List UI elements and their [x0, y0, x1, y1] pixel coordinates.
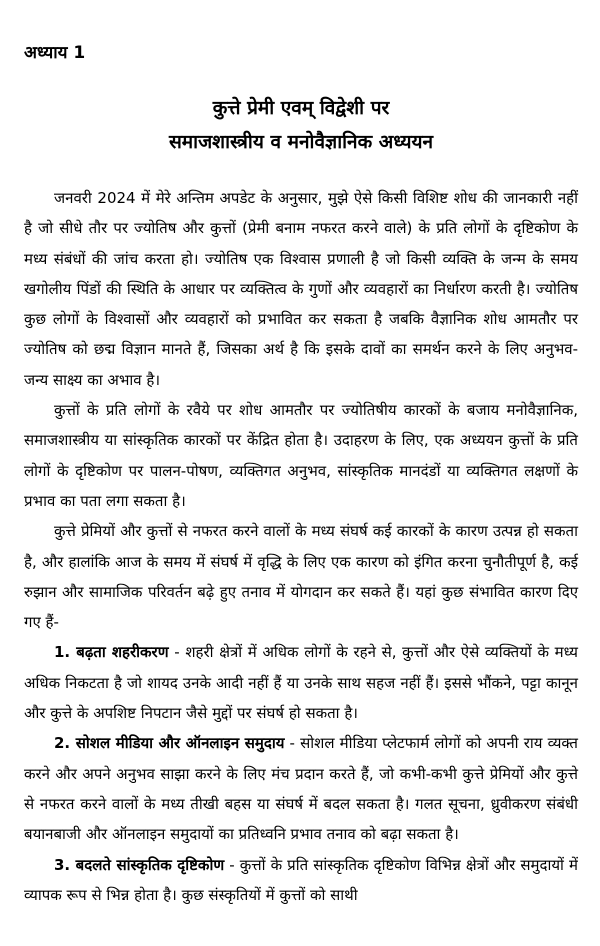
- chapter-label: अध्याय 1: [24, 43, 86, 63]
- title-line-1: कुत्ते प्रेमी एवम् विद्वेशी पर: [212, 97, 390, 119]
- list-item-heading: 2. सोशल मीडिया और ऑनलाइन समुदाय: [54, 734, 285, 753]
- list-item-cultural-attitudes: [24, 850, 578, 910]
- list-item-urbanization: [24, 637, 578, 728]
- paragraph-research-focus: कुत्तों के प्रति लोगों के रवैये पर शोध आमतौर पर ज्योतिषीय कारकों के बजाय मनोवैज्ञानिक, समाजशास्त्रीय या सांस्कृतिक कारकों पर केंद्रित होता है। उदाहरण के लिए, एक अध्ययन कुत्तों के प्रति लोगों के दृष्टिकोण पर पालन-पोषण, व्यक्तिगत अनुभव, सांस्कृतिक मानदंडों या व्यक्तिगत लक्षणों के प्रभाव का पता लगा सकता है।: [24, 401, 578, 510]
- list-item-text: - कुत्तों के प्रति सांस्कृतिक दृष्टिकोण विभिन्न क्षेत्रों और समुदायों में व्यापक रूप से भिन्न होता है। कुछ संस्कृतियों में कुत्तों को साथी: [24, 855, 578, 904]
- chapter-title: [24, 91, 578, 159]
- list-item-text: - शहरी क्षेत्रों में अधिक लोगों के रहने से, कुत्तों और ऐसे व्यक्तियों के मध्य अधिक निकटता है जो शायद उनके आदी नहीं हैं या उनके साथ सहज नहीं हैं। इससे भौंकने, पट्टा कानून और कुत्ते के अपशिष्ट निपटान जैसे मुद्दों पर संघर्ष हो सकता है।: [24, 643, 578, 723]
- title-line-2: समाजशास्त्रीय व मनोवैज्ञानिक अध्ययन: [168, 131, 434, 153]
- list-item-heading: 1. बढ़ता शहरीकरण: [54, 643, 169, 662]
- list-item-heading: 3. बदलते सांस्कृतिक दृष्टिकोण: [54, 855, 225, 874]
- paragraph-conflict-causes: कुत्ते प्रेमियों और कुत्तों से नफरत करने वालों के मध्य संघर्ष कई कारकों के कारण उत्पन्न हो सकता है, और हालांकि आज के समय में संघर्ष में वृद्धि के लिए एक कारण को इंगित करना चुनौतीपूर्ण है, कई रुझान और सामाजिक परिवर्तन बढ़े हुए तनाव में योगदान कर सकते हैं। यहां कुछ संभावित कारण दिए गए हैं-: [24, 522, 578, 632]
- list-item-text: - सोशल मीडिया प्लेटफार्म लोगों को अपनी राय व्यक्त करने और अपने अनुभव साझा करने के लिए मंच प्रदान करते हैं, जो कभी-कभी कुत्ते प्रेमियों और कुत्ते से नफरत करने वालों के मध्य तीखी बहस या संघर्ष में बदल सकता है। गलत सूचना, ध्रुवीकरण संबंधी बयानबाजी और ऑनलाइन समुदायों का प्रतिध्वनि प्रभाव तनाव को बढ़ा सकता है।: [24, 734, 578, 844]
- list-item-social-media: [24, 728, 578, 849]
- paragraph-intro: जनवरी 2024 में मेरे अन्तिम अपडेट के अनुसार, मुझे ऐसे किसी विशिष्ट शोध की जानकारी नहीं है जो सीधे तौर पर ज्योतिष और कुत्तों (प्रेमी बनाम नफरत करने वाले) के प्रति लोगों के दृष्टिकोण के मध्य संबंधों की जांच करता हो। ज्योतिष एक विश्वास प्रणाली है जो किसी व्यक्ति के जन्म के समय खगोलीय पिंडों की स्थिति के आधार पर व्यक्तित्व के गुणों और व्यवहारों का निर्धारण करती है। ज्योतिष कुछ लोगों के विश्वासों और व्यवहारों को प्रभावित कर सकता है जबकि वैज्ञानिक शोध आमतौर पर ज्योतिष को छद्म विज्ञान मानते हैं, जिसका अर्थ है कि इसके दावों का समर्थन करने के लिए अनुभव-जन्य साक्ष्य का अभाव है।: [24, 189, 578, 389]
